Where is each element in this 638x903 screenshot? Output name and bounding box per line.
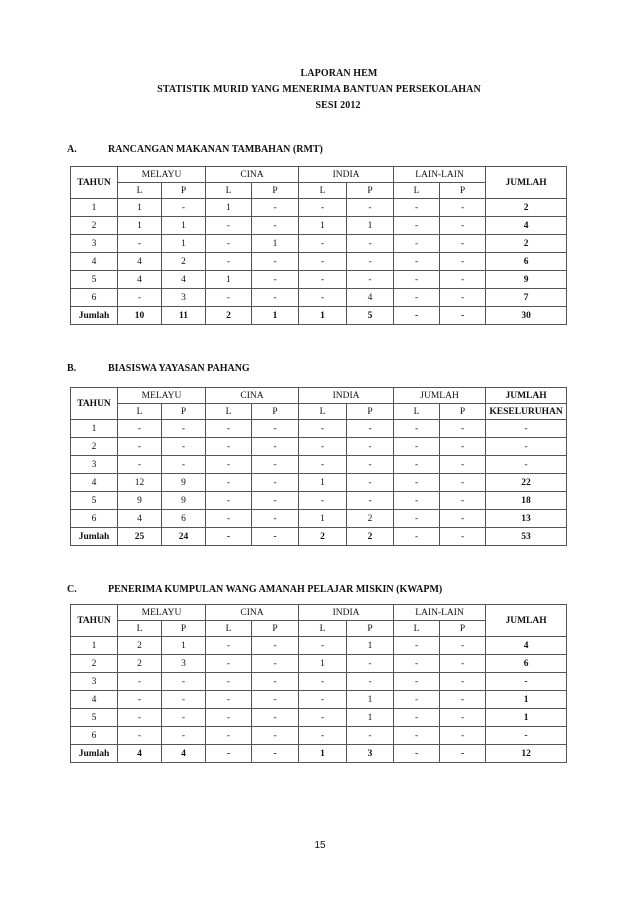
row-label: 3 <box>71 235 118 253</box>
column-subheader: P <box>347 183 394 199</box>
table-cell: - <box>252 474 299 492</box>
table-cell: 1 <box>118 217 162 235</box>
table-cell: - <box>252 456 299 474</box>
table-cell: - <box>347 199 394 217</box>
table-cell: - <box>162 420 206 438</box>
column-subheader: P <box>162 404 206 420</box>
table-cell: - <box>252 289 299 307</box>
table-row <box>71 271 567 289</box>
table-cell: - <box>162 438 206 456</box>
total-cell: 11 <box>162 307 206 325</box>
table-cell: - <box>162 727 206 745</box>
total-cell: 2 <box>299 528 347 546</box>
column-group-header: LAIN-LAIN <box>394 605 486 621</box>
table-cell: - <box>206 492 252 510</box>
table-header-row <box>71 167 567 183</box>
table-cell: - <box>162 673 206 691</box>
column-group-header: INDIA <box>299 388 394 404</box>
table-cell: - <box>118 438 162 456</box>
table-cell: - <box>394 492 440 510</box>
table-cell: - <box>118 709 162 727</box>
total-cell: - <box>440 528 486 546</box>
row-total-cell: 13 <box>486 510 567 528</box>
column-subheader: P <box>162 621 206 637</box>
table-cell: - <box>206 456 252 474</box>
table-cell: 1 <box>299 474 347 492</box>
table-cell: - <box>347 474 394 492</box>
table-cell: - <box>394 271 440 289</box>
column-subheader: L <box>206 621 252 637</box>
table-cell: 1 <box>162 637 206 655</box>
total-cell: 30 <box>486 307 567 325</box>
column-header-tahun: TAHUN <box>71 388 118 420</box>
total-cell: 4 <box>162 745 206 763</box>
column-group-header: CINA <box>206 605 299 621</box>
total-cell: - <box>394 307 440 325</box>
table-cell: - <box>394 420 440 438</box>
table-cell: - <box>206 709 252 727</box>
table-cell: - <box>299 253 347 271</box>
table-cell: 6 <box>162 510 206 528</box>
table-cell: - <box>299 199 347 217</box>
table-cell: - <box>252 253 299 271</box>
total-cell: - <box>252 745 299 763</box>
table-row <box>71 673 567 691</box>
report-subtitle: STATISTIK MURID YANG MENERIMA BANTUAN PERSEKOLAHAN <box>157 84 481 95</box>
table-cell: - <box>299 420 347 438</box>
table-cell: - <box>299 271 347 289</box>
table-cell: - <box>206 655 252 673</box>
row-label: 1 <box>71 637 118 655</box>
column-subheader: L <box>394 621 440 637</box>
table-total-row <box>71 307 567 325</box>
table-row <box>71 289 567 307</box>
table-cell: - <box>394 253 440 271</box>
section-title: PENERIMA KUMPULAN WANG AMANAH PELAJAR MISKIN (KWAPM) <box>108 584 443 595</box>
table-cell: - <box>440 271 486 289</box>
row-total-cell: - <box>486 727 567 745</box>
table-cell: - <box>440 691 486 709</box>
row-total-cell: - <box>486 438 567 456</box>
table-cell: - <box>206 217 252 235</box>
column-subheader: L <box>394 183 440 199</box>
column-subheader: L <box>118 183 162 199</box>
table-cell: - <box>252 438 299 456</box>
table-cell: - <box>394 456 440 474</box>
table-cell: - <box>440 727 486 745</box>
table-cell: 1 <box>299 217 347 235</box>
row-total-cell: - <box>486 673 567 691</box>
table-cell: - <box>252 271 299 289</box>
row-label: 1 <box>71 420 118 438</box>
total-cell: - <box>206 528 252 546</box>
table-cell: - <box>394 235 440 253</box>
row-total-cell: 1 <box>486 709 567 727</box>
table-cell: - <box>347 492 394 510</box>
column-subheader: L <box>118 621 162 637</box>
total-row-label: Jumlah <box>71 307 118 325</box>
total-cell: - <box>206 745 252 763</box>
column-subheader: L <box>206 183 252 199</box>
column-subheader: P <box>440 621 486 637</box>
table-cell: - <box>440 474 486 492</box>
table-cell: - <box>440 438 486 456</box>
table-header-row <box>71 605 567 621</box>
table-cell: 4 <box>118 271 162 289</box>
column-group-header: MELAYU <box>118 605 206 621</box>
table-cell: - <box>347 655 394 673</box>
column-group-header: MELAYU <box>118 167 206 183</box>
table-rmt <box>70 166 567 325</box>
table-cell: - <box>394 289 440 307</box>
table-cell: - <box>394 510 440 528</box>
table-row <box>71 510 567 528</box>
table-row <box>71 420 567 438</box>
table-cell: 1 <box>299 655 347 673</box>
column-subheader: P <box>347 621 394 637</box>
total-cell: 1 <box>299 745 347 763</box>
table-cell: 1 <box>118 199 162 217</box>
table-total-row <box>71 528 567 546</box>
row-total-cell: 7 <box>486 289 567 307</box>
column-subheader: P <box>252 621 299 637</box>
total-cell: 25 <box>118 528 162 546</box>
table-cell: - <box>347 271 394 289</box>
table-cell: 2 <box>118 637 162 655</box>
table-cell: 12 <box>118 474 162 492</box>
table-cell: 1 <box>206 271 252 289</box>
row-total-cell: 6 <box>486 655 567 673</box>
row-label: 4 <box>71 691 118 709</box>
table-cell: - <box>299 637 347 655</box>
table-cell: - <box>118 235 162 253</box>
section-letter: C. <box>67 584 77 595</box>
table-row <box>71 456 567 474</box>
table-cell: 1 <box>347 637 394 655</box>
table-cell: 3 <box>162 289 206 307</box>
table-cell: 2 <box>118 655 162 673</box>
table-cell: - <box>299 456 347 474</box>
table-cell: 2 <box>162 253 206 271</box>
total-cell: 1 <box>299 307 347 325</box>
table-cell: 1 <box>347 217 394 235</box>
table-cell: - <box>252 492 299 510</box>
table-cell: - <box>252 691 299 709</box>
column-header-tahun: TAHUN <box>71 167 118 199</box>
table-cell: - <box>347 727 394 745</box>
table-cell: 9 <box>162 474 206 492</box>
table-cell: 1 <box>347 691 394 709</box>
row-label: 5 <box>71 271 118 289</box>
table-cell: - <box>394 673 440 691</box>
table-cell: - <box>394 474 440 492</box>
table-cell: - <box>118 289 162 307</box>
table-row <box>71 438 567 456</box>
row-total-cell: 2 <box>486 199 567 217</box>
row-total-cell: 1 <box>486 691 567 709</box>
table-cell: - <box>394 637 440 655</box>
table-cell: - <box>162 199 206 217</box>
table-cell: - <box>347 420 394 438</box>
column-group-header: INDIA <box>299 167 394 183</box>
row-label: 1 <box>71 199 118 217</box>
total-cell: 53 <box>486 528 567 546</box>
table-cell: - <box>118 673 162 691</box>
table-cell: - <box>206 289 252 307</box>
table-cell: - <box>394 655 440 673</box>
table-kwapm <box>70 604 567 763</box>
table-cell: - <box>206 727 252 745</box>
row-label: 2 <box>71 217 118 235</box>
table-cell: - <box>206 691 252 709</box>
table-row <box>71 253 567 271</box>
table-cell: - <box>206 420 252 438</box>
table-cell: - <box>206 438 252 456</box>
column-subheader: L <box>118 404 162 420</box>
table-cell: - <box>118 420 162 438</box>
table-row <box>71 655 567 673</box>
column-subheader: L <box>299 183 347 199</box>
row-total-cell: - <box>486 420 567 438</box>
table-cell: - <box>206 253 252 271</box>
section-letter: A. <box>67 144 77 155</box>
table-cell: - <box>299 691 347 709</box>
table-cell: - <box>252 217 299 235</box>
row-total-cell: 6 <box>486 253 567 271</box>
total-cell: - <box>440 307 486 325</box>
row-label: 4 <box>71 474 118 492</box>
column-subheader: L <box>206 404 252 420</box>
table-cell: - <box>394 691 440 709</box>
total-cell: 12 <box>486 745 567 763</box>
column-subheader: P <box>252 183 299 199</box>
total-cell: 1 <box>252 307 299 325</box>
row-total-cell: 4 <box>486 637 567 655</box>
table-cell: - <box>299 235 347 253</box>
table-cell: 1 <box>347 709 394 727</box>
row-label: 5 <box>71 709 118 727</box>
table-cell: - <box>440 709 486 727</box>
total-cell: 3 <box>347 745 394 763</box>
table-cell: - <box>440 253 486 271</box>
row-label: 6 <box>71 289 118 307</box>
table-cell: - <box>162 691 206 709</box>
table-cell: - <box>206 474 252 492</box>
column-subheader: L <box>299 621 347 637</box>
total-cell: - <box>252 528 299 546</box>
table-cell: 9 <box>162 492 206 510</box>
table-cell: - <box>118 456 162 474</box>
table-cell: 1 <box>206 199 252 217</box>
table-cell: - <box>394 438 440 456</box>
table-cell: - <box>440 235 486 253</box>
total-row-label: Jumlah <box>71 528 118 546</box>
table-row <box>71 235 567 253</box>
table-cell: - <box>440 673 486 691</box>
total-cell: 24 <box>162 528 206 546</box>
table-cell: - <box>162 456 206 474</box>
section-letter: B. <box>67 363 77 374</box>
column-subheader: P <box>347 404 394 420</box>
table-cell: - <box>206 235 252 253</box>
table-cell: - <box>299 709 347 727</box>
row-label: 3 <box>71 673 118 691</box>
column-subheader: P <box>162 183 206 199</box>
total-cell: - <box>394 745 440 763</box>
section-title: RANCANGAN MAKANAN TAMBAHAN (RMT) <box>108 144 323 155</box>
total-cell: - <box>440 745 486 763</box>
table-cell: - <box>252 199 299 217</box>
table-row <box>71 474 567 492</box>
table-cell: - <box>118 691 162 709</box>
row-label: 2 <box>71 438 118 456</box>
table-cell: 1 <box>162 217 206 235</box>
table-cell: - <box>440 637 486 655</box>
column-group-header: JUMLAH <box>394 388 486 404</box>
table-cell: 4 <box>347 289 394 307</box>
table-cell: - <box>299 438 347 456</box>
table-row <box>71 217 567 235</box>
column-group-header: MELAYU <box>118 388 206 404</box>
total-header-line2: KESELURUHAN <box>486 404 567 420</box>
report-session: SESI 2012 <box>315 100 361 111</box>
row-total-cell: 2 <box>486 235 567 253</box>
table-cell: - <box>347 673 394 691</box>
table-cell: 4 <box>118 510 162 528</box>
table-cell: - <box>347 235 394 253</box>
row-total-cell: 22 <box>486 474 567 492</box>
table-cell: - <box>440 420 486 438</box>
row-total-cell: 18 <box>486 492 567 510</box>
column-group-header: INDIA <box>299 605 394 621</box>
total-cell: - <box>394 528 440 546</box>
row-total-cell: 9 <box>486 271 567 289</box>
table-cell: 2 <box>347 510 394 528</box>
table-total-row <box>71 745 567 763</box>
table-cell: - <box>440 289 486 307</box>
column-subheader: P <box>252 404 299 420</box>
table-row <box>71 691 567 709</box>
table-cell: - <box>347 253 394 271</box>
row-label: 3 <box>71 456 118 474</box>
table-row <box>71 492 567 510</box>
total-cell: 10 <box>118 307 162 325</box>
column-subheader: P <box>440 404 486 420</box>
table-cell: - <box>440 217 486 235</box>
table-row <box>71 199 567 217</box>
table-cell: - <box>252 709 299 727</box>
column-header-tahun: TAHUN <box>71 605 118 637</box>
table-cell: 1 <box>252 235 299 253</box>
row-label: 5 <box>71 492 118 510</box>
table-row <box>71 637 567 655</box>
table-cell: - <box>440 456 486 474</box>
column-header-total <box>486 388 567 404</box>
report-title: LAPORAN HEM <box>300 68 378 79</box>
table-cell: - <box>252 727 299 745</box>
table-cell: - <box>440 492 486 510</box>
row-label: 4 <box>71 253 118 271</box>
total-cell: 2 <box>206 307 252 325</box>
table-cell: - <box>440 655 486 673</box>
table-cell: - <box>440 510 486 528</box>
table-subheader-row <box>71 404 567 420</box>
column-subheader: P <box>440 183 486 199</box>
table-cell: 3 <box>162 655 206 673</box>
table-cell: - <box>299 673 347 691</box>
page-number: 15 <box>314 840 326 851</box>
total-cell: 5 <box>347 307 394 325</box>
row-total-cell: - <box>486 456 567 474</box>
row-label: 6 <box>71 510 118 528</box>
table-cell: 1 <box>162 235 206 253</box>
table-cell: 4 <box>118 253 162 271</box>
column-header-total: JUMLAH <box>486 605 567 637</box>
table-cell: - <box>162 709 206 727</box>
table-row <box>71 709 567 727</box>
column-subheader: L <box>299 404 347 420</box>
table-cell: - <box>252 637 299 655</box>
table-cell: - <box>252 655 299 673</box>
table-row <box>71 727 567 745</box>
table-cell: - <box>299 492 347 510</box>
row-total-cell: 4 <box>486 217 567 235</box>
column-group-header: LAIN-LAIN <box>394 167 486 183</box>
table-cell: - <box>206 510 252 528</box>
table-cell: 9 <box>118 492 162 510</box>
table-cell: 1 <box>299 510 347 528</box>
column-group-header: CINA <box>206 167 299 183</box>
table-biasiswa <box>70 387 567 546</box>
table-cell: - <box>440 199 486 217</box>
table-cell: - <box>394 727 440 745</box>
table-cell: - <box>394 709 440 727</box>
table-cell: - <box>206 637 252 655</box>
section-title: BIASISWA YAYASAN PAHANG <box>108 363 250 374</box>
table-cell: - <box>394 199 440 217</box>
row-label: 2 <box>71 655 118 673</box>
table-cell: - <box>347 456 394 474</box>
table-cell: - <box>299 289 347 307</box>
table-cell: - <box>394 217 440 235</box>
table-cell: - <box>252 673 299 691</box>
table-cell: - <box>347 438 394 456</box>
table-cell: 4 <box>162 271 206 289</box>
column-subheader: L <box>394 404 440 420</box>
table-cell: - <box>206 673 252 691</box>
table-header-row <box>71 388 567 404</box>
total-cell: 4 <box>118 745 162 763</box>
column-header-total: JUMLAH <box>486 167 567 199</box>
total-row-label: Jumlah <box>71 745 118 763</box>
table-cell: - <box>252 510 299 528</box>
column-group-header: CINA <box>206 388 299 404</box>
total-header-line1: JUMLAH <box>505 390 547 401</box>
table-cell: - <box>118 727 162 745</box>
total-cell: 2 <box>347 528 394 546</box>
table-cell: - <box>299 727 347 745</box>
row-label: 6 <box>71 727 118 745</box>
table-cell: - <box>252 420 299 438</box>
